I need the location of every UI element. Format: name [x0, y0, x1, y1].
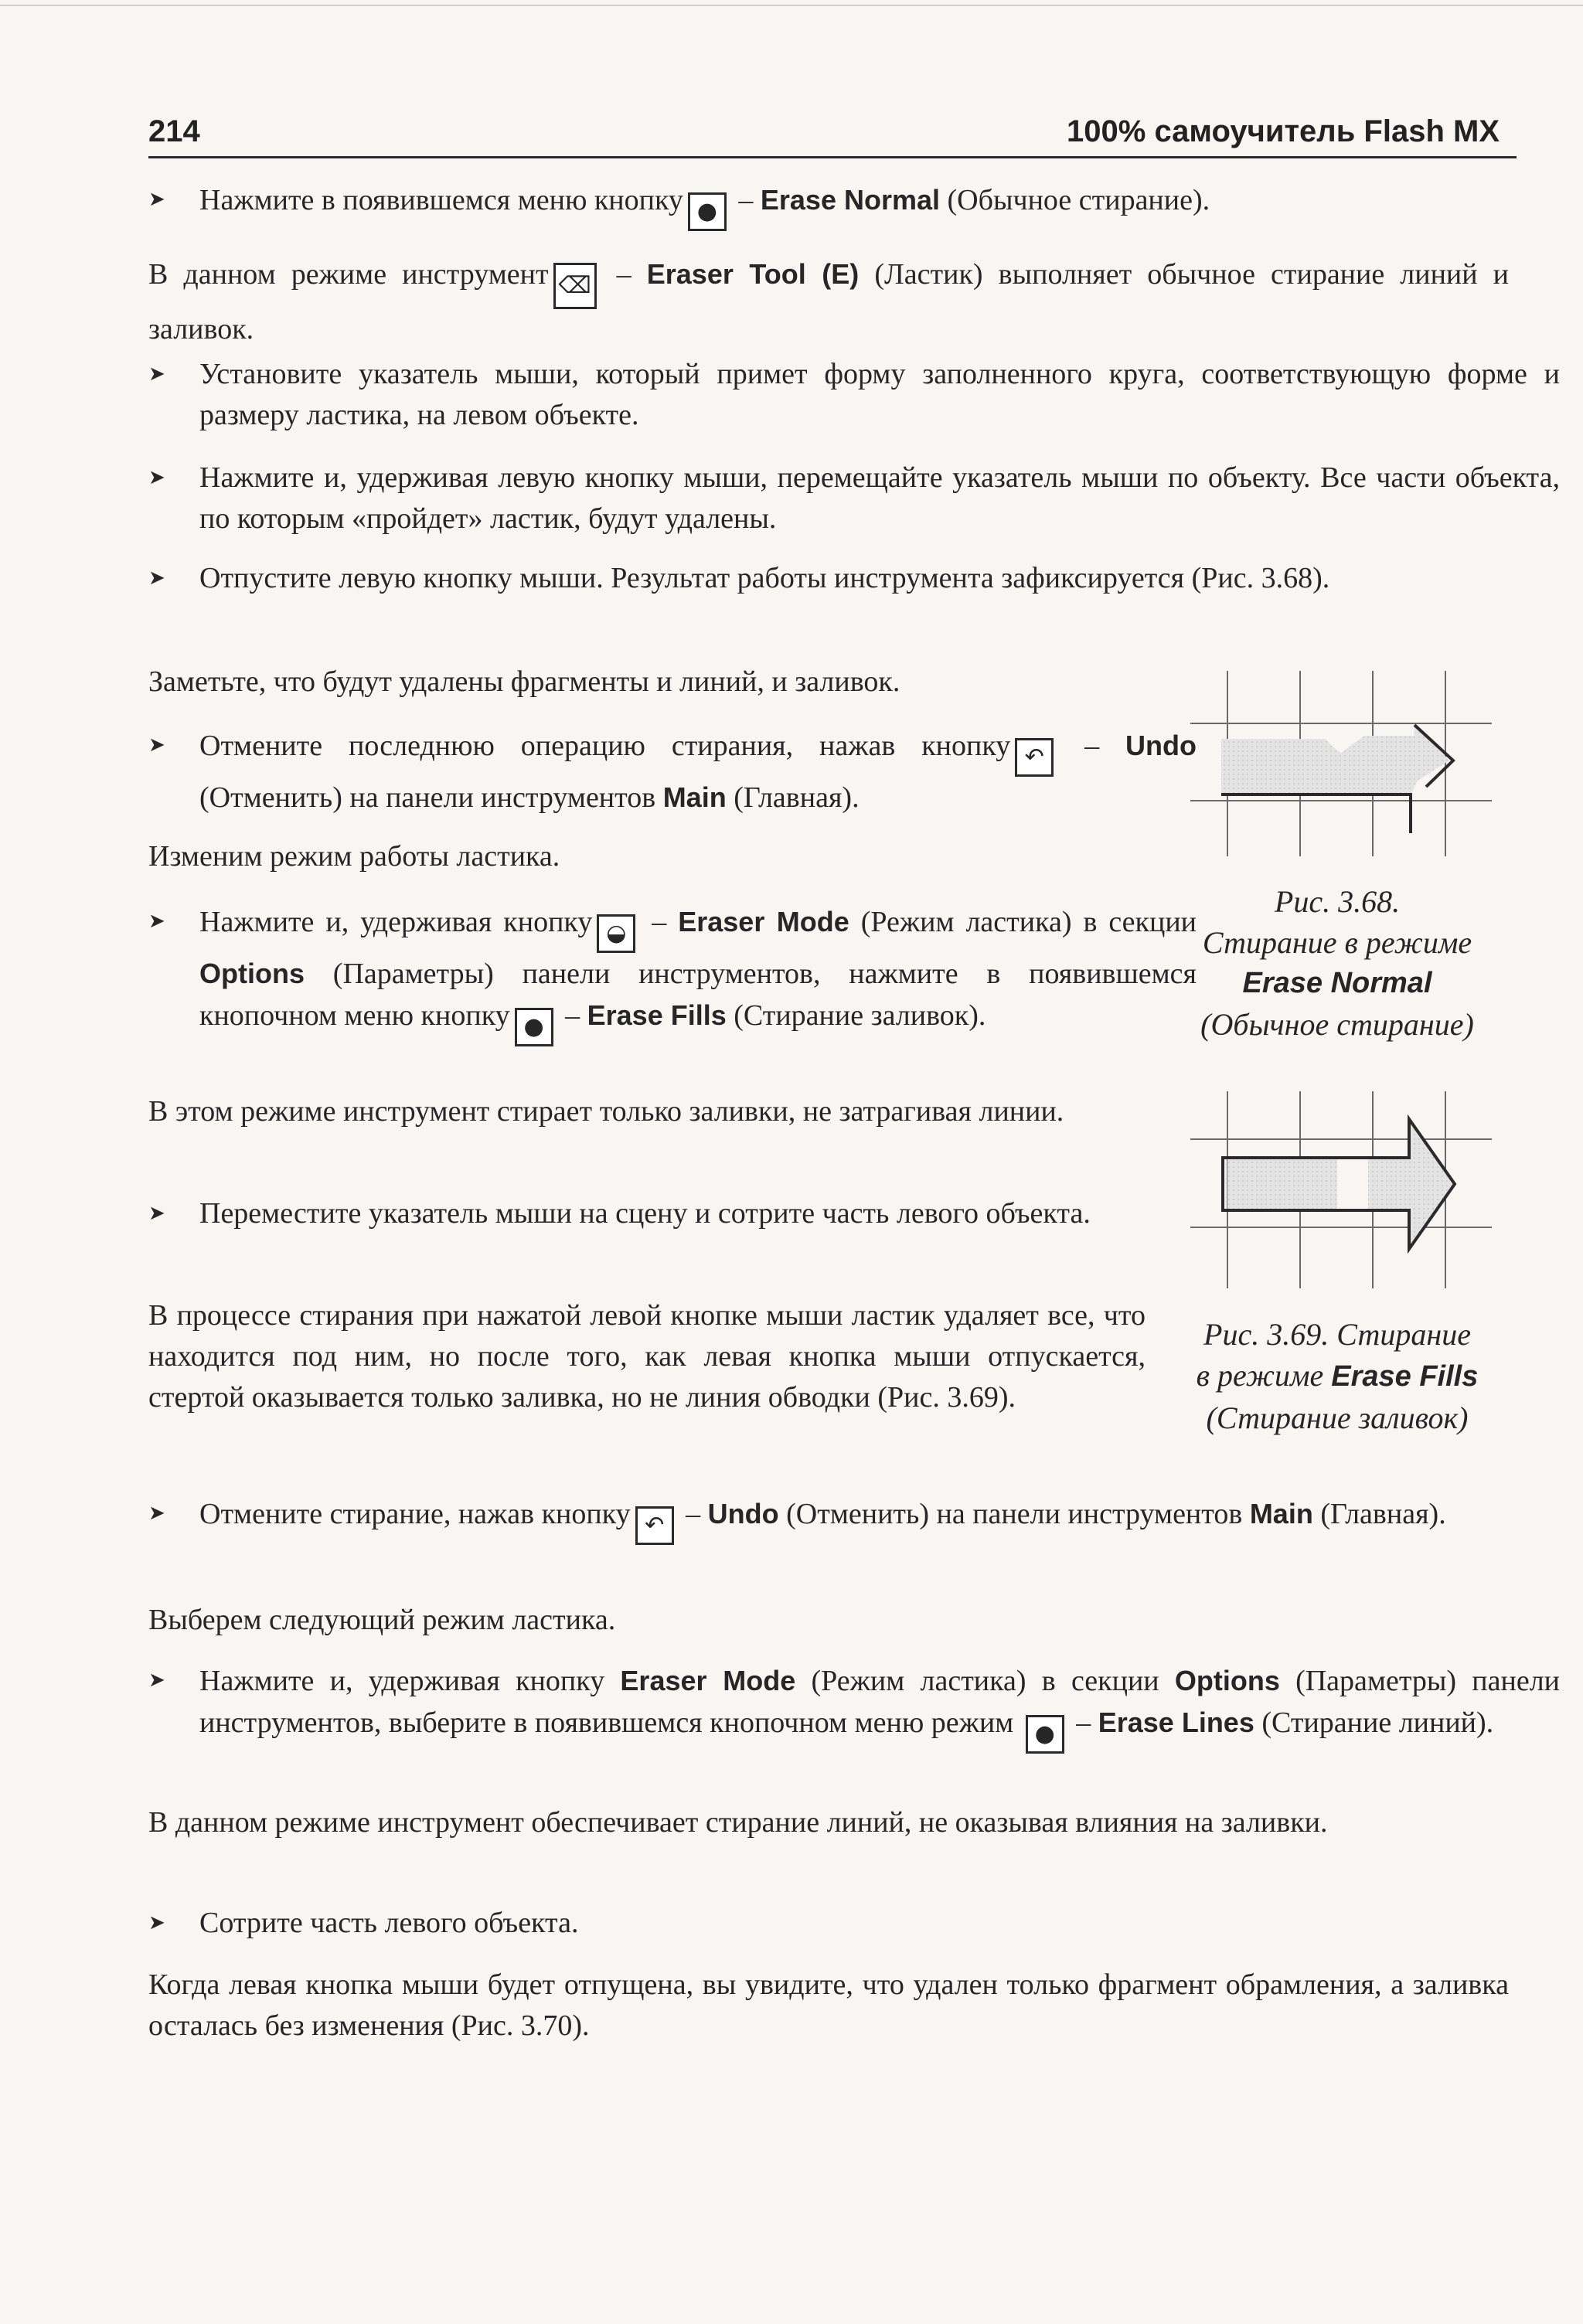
para-next-mode: Выберем следующий режим ластика.	[148, 1604, 616, 1636]
bullet-eraser-mode: ➤ Нажмите и, удерживая кнопку ◒ – Eraser Mode (Режим ластика) в секции Options (Параметры) панели инструментов, нажмите в появившемся кнопочном меню кнопку ● – Erase Fills (Стирание заливок).	[148, 901, 1197, 1046]
bullet-undo-1: ➤ Отмените последнюю операцию стирания, нажав кнопку ↶ – Undo (Отменить) на панели инструментов Main (Главная).	[148, 725, 1197, 818]
bullet-set-pointer: ➤ Установите указатель мыши, который примет форму заполненного круга, соответствующую форме и размеру ластика, на левом объекте.	[148, 354, 1560, 436]
undo-icon: ↶	[635, 1506, 674, 1545]
header-rule	[148, 156, 1517, 158]
eraser-mode-icon: ◒	[597, 914, 635, 953]
figure-3-69	[1190, 1091, 1492, 1298]
circle-icon: ●	[688, 192, 727, 231]
running-title: 100% самоучитель Flash MX	[1067, 114, 1500, 148]
eraser-icon: ⌫	[553, 263, 597, 309]
erased-arrow-fill	[1221, 725, 1449, 795]
figure-3-68-caption: Рис. 3.68. Стирание в режиме Erase Normal (Обычное стирание)	[1200, 884, 1474, 1042]
para-erase-process: В процессе стирания при нажатой левой кнопке мыши ластик удаляет все, что находится под ним, но после того, как левая кнопка мыши отпускается, стертой оказывается только заливка, но не линия обводки (Рис. 3.69).	[148, 1299, 1146, 1414]
para-note-deleted: Заметьте, что будут удалены фрагменты и линий, и заливок.	[148, 665, 900, 698]
bullet-erase-normal: ➤ Нажмите в появившемся меню кнопку ● – Erase Normal (Обычное стирание).	[148, 179, 1560, 231]
circle-icon: ●	[515, 1008, 553, 1046]
bullet-move-pointer: ➤ Переместите указатель мыши на сцену и сотрите часть левого объекта.	[148, 1193, 1197, 1234]
para-eraser-tool: В данном режиме инструмент ⌫ – Eraser Tool (E) (Ластик) выполняет обычное стирание линий и заливок.	[148, 258, 1510, 345]
para-lines-mode: В данном режиме инструмент обеспечивает стирание линий, не оказывая влияния на заливки.	[148, 1806, 1328, 1839]
bullet-erase-part: ➤ Сотрите часть левого объекта.	[148, 1903, 1560, 1944]
undo-icon: ↶	[1015, 738, 1054, 777]
page-number: 214	[148, 114, 200, 148]
para-fills-mode: В этом режиме инструмент стирает только заливки, не затрагивая линии.	[148, 1095, 1064, 1128]
bullet-drag-mouse: ➤ Нажмите и, удерживая левую кнопку мыши, перемещайте указатель мыши по объекту. Все части объекта, по которым «пройдет» ластик, будут удалены.	[148, 458, 1560, 539]
scan-edge-line	[0, 5, 1583, 6]
figure-3-68	[1190, 671, 1492, 873]
bullet-erase-lines: ➤ Нажмите и, удерживая кнопку Eraser Mode (Режим ластика) в секции Options (Параметры) панели инструментов, выберите в появившемся кнопочном меню режим ● – Erase Lines (Стирание линий).	[148, 1660, 1560, 1754]
para-change-mode: Изменим режим работы ластика.	[148, 840, 560, 873]
figure-3-69-caption: Рис. 3.69. Стирание в режиме Erase Fills (Стирание заливок)	[1196, 1317, 1479, 1435]
bullet-release-mouse: ➤ Отпустите левую кнопку мыши. Результат работы инструмента зафиксируется (Рис. 3.68).	[148, 558, 1560, 599]
para-result: Когда левая кнопка мыши будет отпущена, вы увидите, что удален только фрагмент обрамления, а заливка осталась без изменения (Рис. 3.70).	[148, 1968, 1509, 2042]
circle-icon: ●	[1026, 1715, 1064, 1754]
bullet-undo-2: ➤ Отмените стирание, нажав кнопку ↶ – Undo (Отменить) на панели инструментов Main (Главная).	[148, 1493, 1560, 1545]
